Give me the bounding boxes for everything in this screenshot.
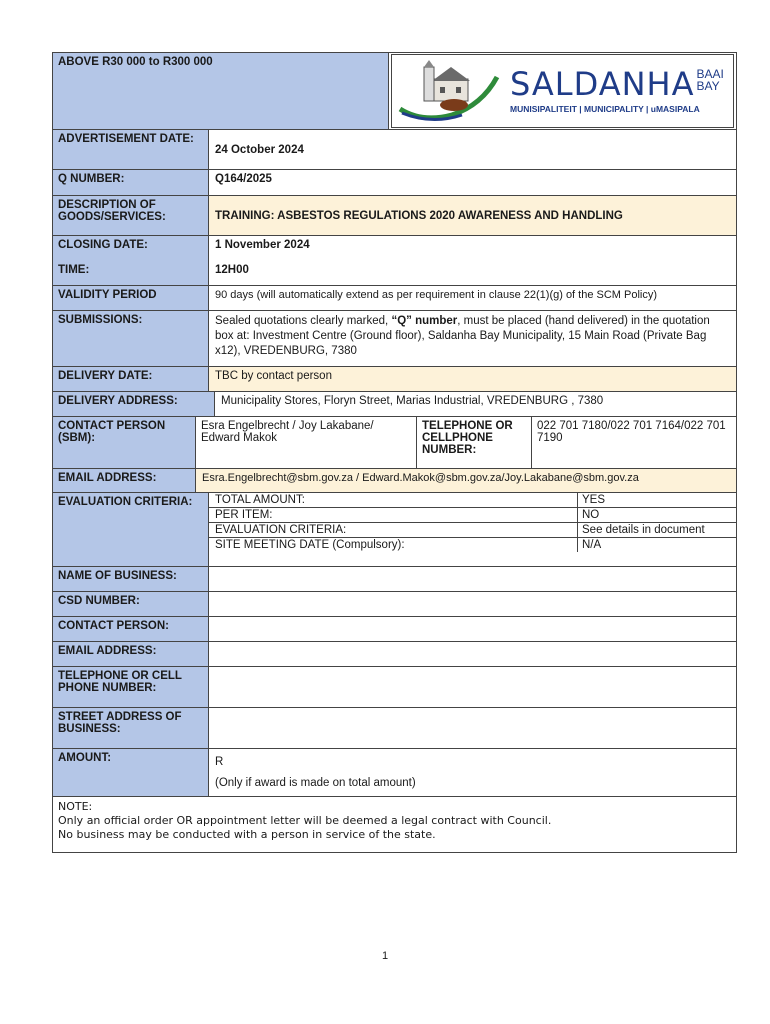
amount-currency: R xyxy=(215,756,224,768)
bidder-phone-label: TELEPHONE OR CELL PHONE NUMBER: xyxy=(53,667,209,707)
logo-cell xyxy=(389,53,736,129)
amount-note: (Only if award is made on total amount) xyxy=(215,777,416,789)
validity-label: VALIDITY PERIOD xyxy=(53,286,209,310)
q-number-value: Q164/2025 xyxy=(215,173,272,185)
eval-key: EVALUATION CRITERIA: xyxy=(209,523,578,537)
logo-subtitle: MUNISIPALITEIT | MUNICIPALITY | uMASIPALA xyxy=(510,104,700,114)
csd-row xyxy=(52,592,737,617)
closing-date-label: CLOSING DATE: xyxy=(53,236,209,261)
municipality-logo xyxy=(391,54,734,128)
bidder-email-row xyxy=(52,642,737,667)
submissions-pre: Sealed quotations clearly marked, xyxy=(215,315,392,327)
submissions-row xyxy=(52,311,737,367)
business-name-label: NAME OF BUSINESS: xyxy=(53,567,209,591)
eval-key: SITE MEETING DATE (Compulsory): xyxy=(209,538,578,552)
eval-key: TOTAL AMOUNT: xyxy=(209,493,578,507)
bidder-contact-field[interactable] xyxy=(209,617,736,641)
logo-main-text: SALDANHA xyxy=(510,65,695,103)
logo-emblem-icon xyxy=(392,57,504,125)
delivery-address-value: Municipality Stores, Floryn Street, Marias Industrial, VREDENBURG , 7380 xyxy=(221,395,604,407)
bidder-phone-row xyxy=(52,667,737,708)
price-band: ABOVE R30 000 to R300 000 xyxy=(53,53,389,129)
note-block xyxy=(52,797,737,853)
delivery-date-label: DELIVERY DATE: xyxy=(53,367,209,391)
amount-label: AMOUNT: xyxy=(53,749,209,796)
logo-baai-text: BAAI xyxy=(696,67,724,81)
description-row xyxy=(52,196,737,236)
note-text xyxy=(58,800,551,849)
submissions-post: , must be placed (hand delivered) in the quotation box at: Investment Centre (Ground floor), Saldanha Bay Municipality, 15 Main Road (Private Bag x12), VREDENBURG, 7380 xyxy=(215,315,710,357)
submissions-label: SUBMISSIONS: xyxy=(53,311,209,366)
bidder-phone-field[interactable] xyxy=(209,667,736,707)
evaluation-table xyxy=(209,493,736,566)
eval-key: PER ITEM: xyxy=(209,508,578,522)
delivery-address-row xyxy=(52,392,737,417)
email-label: EMAIL ADDRESS: xyxy=(53,469,196,492)
ad-date-value: 24 October 2024 xyxy=(215,143,304,156)
street-address-row xyxy=(52,708,737,749)
logo-text xyxy=(510,65,724,114)
street-address-field[interactable] xyxy=(209,708,736,748)
delivery-address-label: DELIVERY ADDRESS: xyxy=(53,392,215,416)
closing-date-value: 1 November 2024 xyxy=(215,239,310,251)
contact-person-value: Esra Engelbrecht / Joy Lakabane/ Edward Makok xyxy=(196,417,417,468)
delivery-date-value: TBC by contact person xyxy=(209,367,736,391)
time-label: TIME: xyxy=(53,261,209,285)
bidder-email-label: EMAIL ADDRESS: xyxy=(53,642,209,666)
contact-person-label: CONTACT PERSON (SBM): xyxy=(53,417,196,468)
ad-date-row xyxy=(52,130,737,170)
email-value: Esra.Engelbrecht@sbm.gov.za / Edward.Makok@sbm.gov.za/Joy.Lakabane@sbm.gov.za xyxy=(196,469,736,492)
contact-person-block xyxy=(196,417,736,468)
eval-line xyxy=(209,538,736,552)
description-value: TRAINING: ASBESTOS REGULATIONS 2020 AWARENESS AND HANDLING xyxy=(209,196,736,235)
validity-row xyxy=(52,286,737,311)
note-line-service: No business may be conducted with a person in service of the state. xyxy=(58,828,436,841)
eval-value: NO xyxy=(582,509,600,521)
amount-row xyxy=(52,749,737,797)
business-name-row xyxy=(52,567,737,592)
time-row xyxy=(52,261,737,286)
amount-field[interactable] xyxy=(209,749,736,796)
submissions-value xyxy=(209,311,736,366)
bidder-contact-row xyxy=(52,617,737,642)
bidder-email-field[interactable] xyxy=(209,642,736,666)
eval-value: See details in document xyxy=(582,524,705,536)
logo-bay-text: BAY xyxy=(696,79,720,93)
eval-line xyxy=(209,493,736,508)
eval-line xyxy=(209,523,736,538)
business-name-field[interactable] xyxy=(209,567,736,591)
description-label: DESCRIPTION OF GOODS/SERVICES: xyxy=(53,196,209,235)
q-number-row xyxy=(52,170,737,196)
q-number-label: Q NUMBER: xyxy=(53,170,209,195)
note-heading: NOTE: xyxy=(58,800,93,813)
csd-label: CSD NUMBER: xyxy=(53,592,209,616)
eval-value: N/A xyxy=(582,539,602,551)
bidder-contact-label: CONTACT PERSON: xyxy=(53,617,209,641)
time-value: 12H00 xyxy=(215,264,249,276)
quotation-form xyxy=(52,52,737,853)
validity-value: 90 days (will automatically extend as per requirement in clause 22(1)(g) of the SCM Policy) xyxy=(215,289,658,301)
ad-date-label: ADVERTISEMENT DATE: xyxy=(53,130,209,169)
evaluation-label: EVALUATION CRITERIA: xyxy=(53,493,209,566)
phone-value: 022 701 7180/022 701 7164/022 701 7190 xyxy=(537,420,726,444)
delivery-date-row xyxy=(52,367,737,392)
submissions-q-number: “Q” number xyxy=(391,315,458,327)
logo-baai-bay xyxy=(696,68,723,92)
page-number: 1 xyxy=(381,950,389,962)
contact-person-row xyxy=(52,417,737,469)
evaluation-row xyxy=(52,493,737,567)
note-line-contract: Only an official order OR appointment letter will be deemed a legal contract with Council. xyxy=(58,814,552,827)
eval-value: YES xyxy=(582,494,606,506)
email-row xyxy=(52,469,737,493)
street-address-label: STREET ADDRESS OF BUSINESS: xyxy=(53,708,209,748)
form-header xyxy=(52,52,737,130)
closing-date-row xyxy=(52,236,737,261)
phone-label: TELEPHONE OR CELLPHONE NUMBER: xyxy=(417,417,532,468)
csd-field[interactable] xyxy=(209,592,736,616)
eval-line xyxy=(209,508,736,523)
